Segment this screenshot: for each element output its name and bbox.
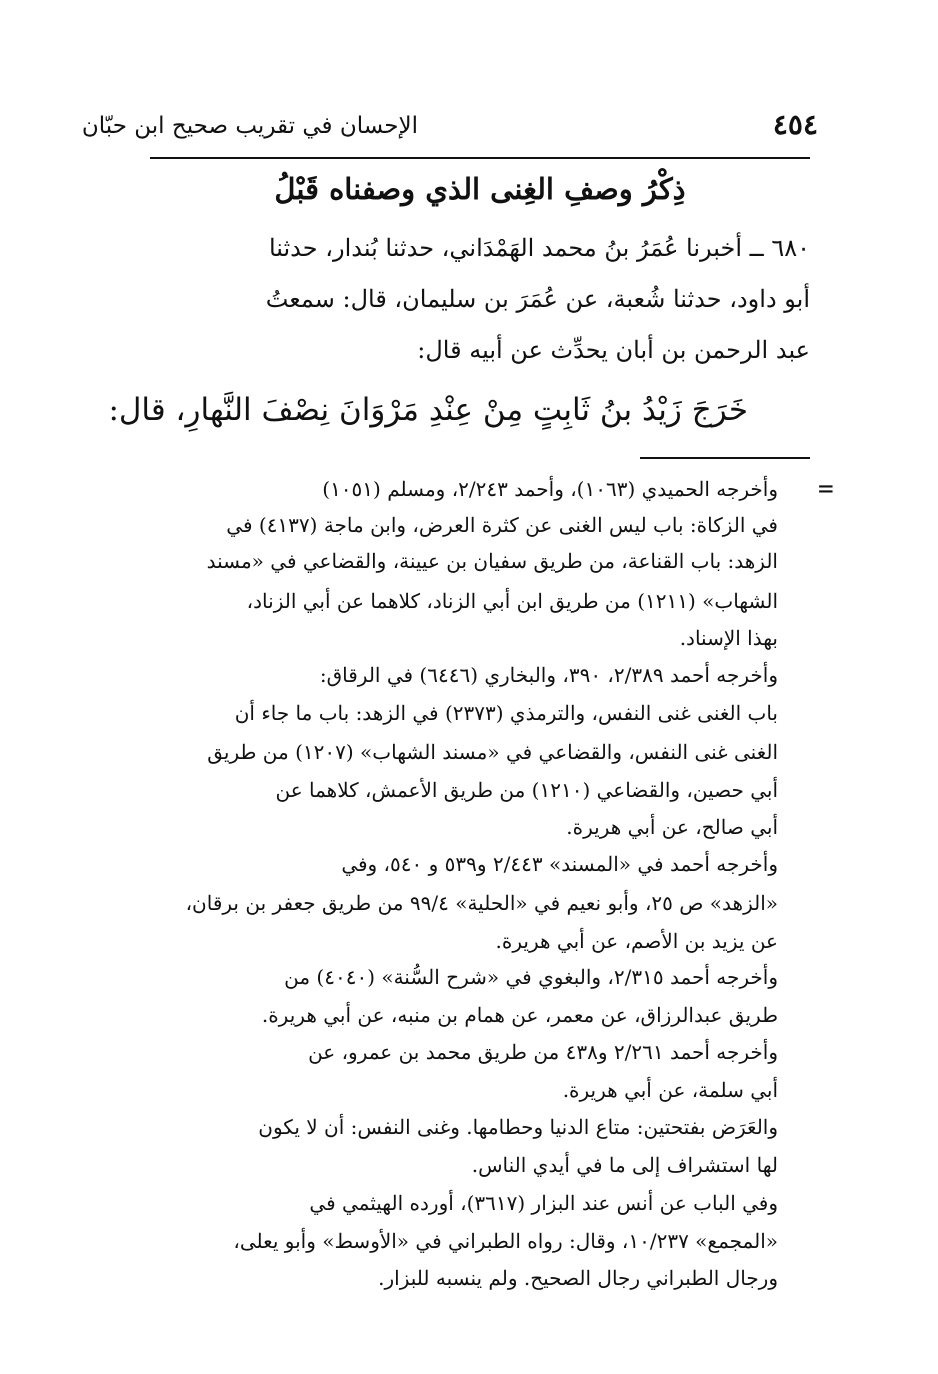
footnote-line: بهذا الإسناد. (679, 626, 778, 650)
footnote-line: ورجال الطبراني رجال الصحيح. ولم ينسبه للبزار. (378, 1266, 778, 1290)
footnote-line: طريق عبدالرزاق، عن معمر، عن همام بن منبه، عن أبي هريرة. (261, 1003, 778, 1027)
footnote-line: «المجمع» ١٠/٢٣٧، وقال: رواه الطبراني في «الأوسط» وأبو يعلى، (233, 1229, 778, 1253)
header-rule (150, 157, 810, 159)
continuation-mark: = (818, 474, 834, 504)
footnote-line: في الزكاة: باب ليس الغنى عن كثرة العرض، وابن ماجة (٤١٣٧) في (226, 513, 778, 537)
running-title: الإحسان في تقريب صحيح ابن حبّان (81, 113, 418, 139)
footnote-line: وأخرجه أحمد في «المسند» ٢/٤٤٣ و٥٣٩ و ٥٤٠، وفي (341, 852, 778, 876)
footnote-line: أبي حصين، والقضاعي (١٢١٠) من طريق الأعمش، كلاهما عن (275, 778, 778, 802)
footnote-separator (640, 457, 810, 459)
hadith-line: خَرَجَ زَيْدُ بنُ ثَابِتٍ مِنْ عِنْدِ مَرْوَانَ نِصْفَ النَّهارِ، قال: (108, 392, 748, 428)
footnote-line: عن يزيد بن الأصم، عن أبي هريرة. (495, 929, 778, 953)
main-text-line: ٦٨٠ ــ أخبرنا عُمَرُ بنُ محمد الهَمْدَاني، حدثنا بُندار، حدثنا (268, 234, 810, 262)
footnote-line: لها استشراف إلى ما في أيدي الناس. (471, 1153, 778, 1177)
footnote-line: «الزهد» ص ٢٥، وأبو نعيم في «الحلية» ٩٩/٤ من طريق جعفر بن برقان، (185, 891, 778, 915)
footnote-line: وأخرجه أحمد ٢/٣١٥، والبغوي في «شرح السُّنة» (٤٠٤٠) من (284, 965, 778, 989)
footnote-line: وأخرجه أحمد ٢/٣٨٩، ٣٩٠، والبخاري (٦٤٤٦) في الرقاق: (319, 663, 778, 687)
main-text-line: عبد الرحمن بن أبان يحدِّث عن أبيه قال: (417, 336, 810, 364)
footnote-line: وأخرجه الحميدي (١٠٦٣)، وأحمد ٢/٢٤٣، ومسلم (١٠٥١) (322, 477, 778, 501)
footnote-line: باب الغنى غنى النفس، والترمذي (٢٣٧٣) في الزهد: باب ما جاء أن (234, 701, 778, 725)
section-heading: ذِكْرُ وصفِ الغِنى الذي وصفناه قَبْلُ (274, 172, 686, 206)
footnote-line: وأخرجه أحمد ٢/٢٦١ و٤٣٨ من طريق محمد بن عمرو، عن (308, 1040, 778, 1064)
main-text-line: أبو داود، حدثنا شُعبة، عن عُمَرَ بن سليمان، قال: سمعتُ (265, 285, 810, 313)
footnote-line: الغنى غنى النفس، والقضاعي في «مسند الشهاب» (١٢٠٧) من طريق (207, 740, 778, 764)
footnote-line: أبي سلمة، عن أبي هريرة. (562, 1078, 778, 1102)
footnote-line: الزهد: باب القناعة، من طريق سفيان بن عيينة، والقضاعي في «مسند (206, 549, 778, 573)
page-number: ٤٥٤ (772, 108, 818, 141)
footnote-line: والعَرَض بفتحتين: متاع الدنيا وحطامها. وغنى النفس: أن لا يكون (258, 1115, 778, 1139)
footnote-line: الشهاب» (١٢١١) من طريق ابن أبي الزناد، كلاهما عن أبي الزناد، (246, 589, 778, 613)
footnote-line: أبي صالح، عن أبي هريرة. (566, 815, 778, 839)
footnote-line: وفي الباب عن أنس عند البزار (٣٦١٧)، أورده الهيثمي في (309, 1191, 778, 1215)
